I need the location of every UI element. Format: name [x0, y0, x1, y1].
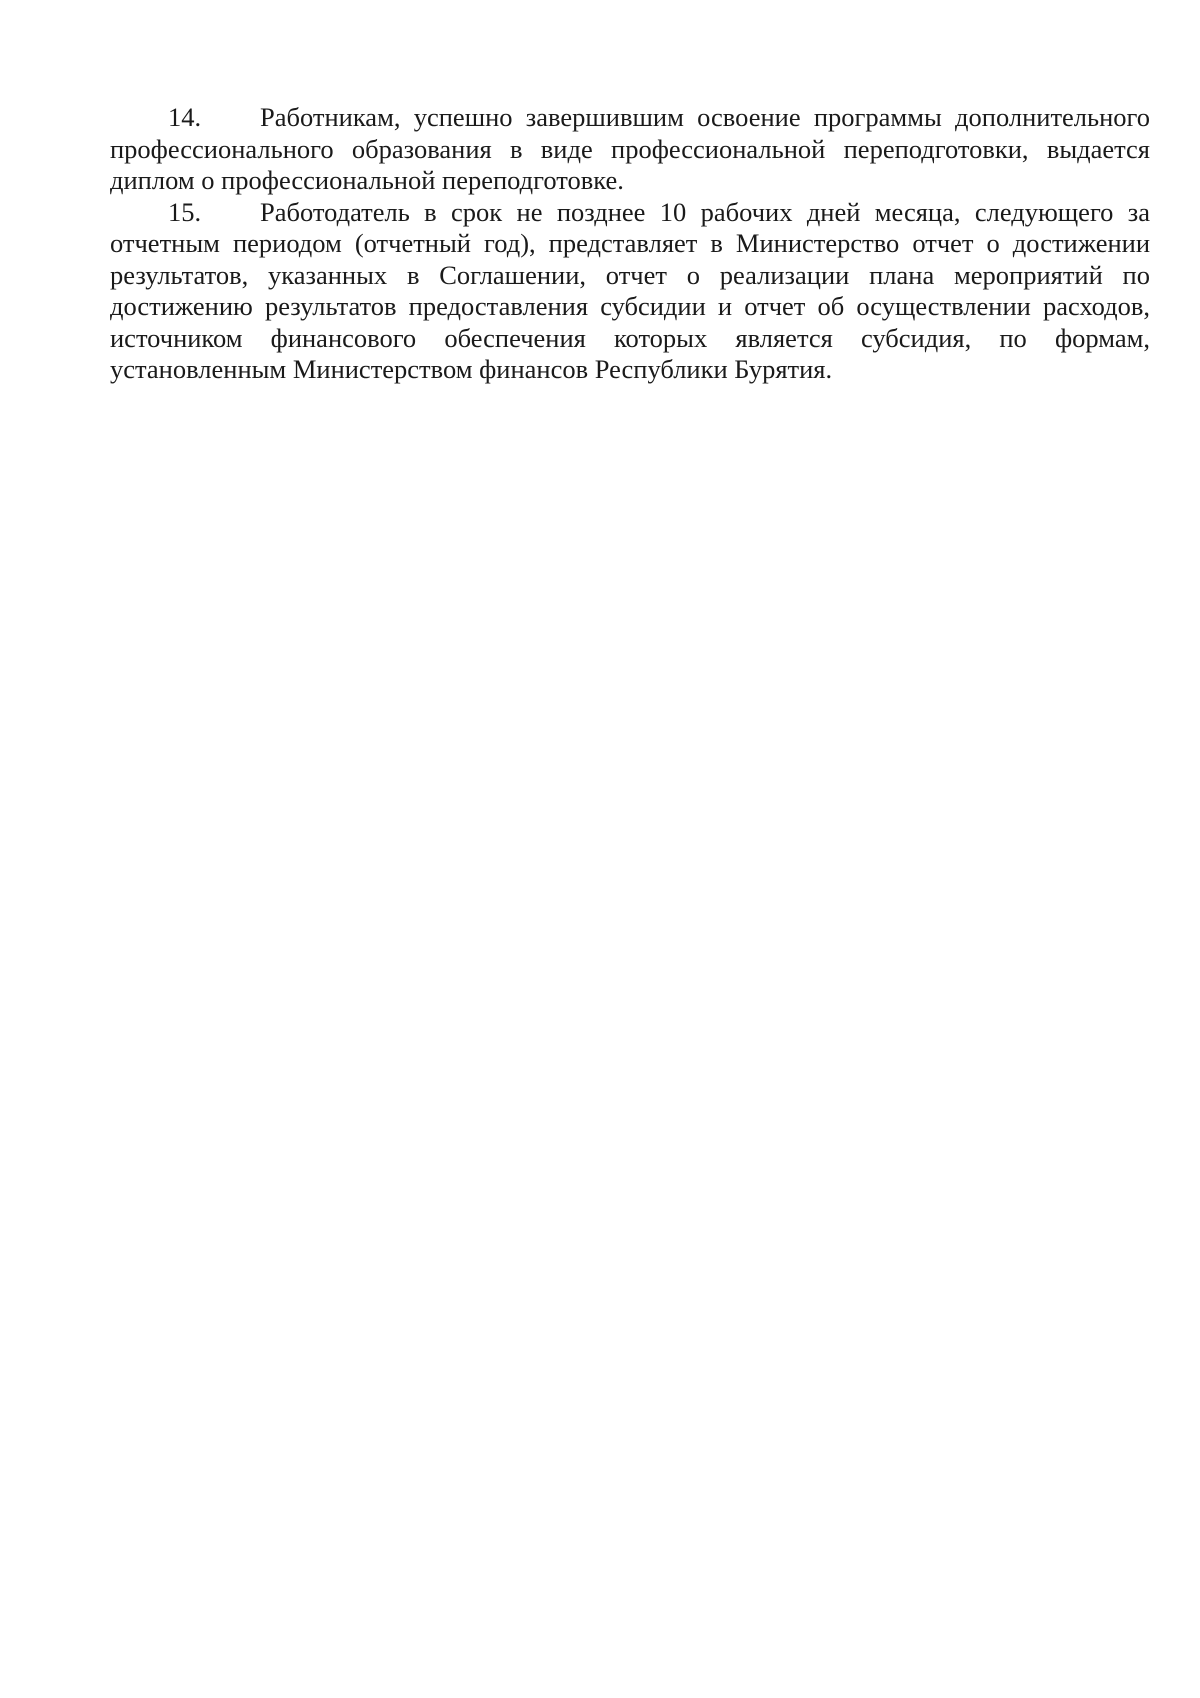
paragraph-number: 15.: [168, 196, 202, 227]
paragraph-14: [110, 102, 1150, 197]
document-body: [110, 102, 1150, 386]
paragraph-15: [110, 197, 1150, 386]
paragraph-text: Работникам, успешно завершившим освоение программы дополнительного профессионального образования в виде профессиональной переподготовки, выдается диплом о профессиональной переподготовке.: [110, 102, 1150, 195]
paragraph-number: 14.: [168, 102, 202, 132]
paragraph-text: Работодатель в срок не позднее 10 рабочих дней месяца, следующего за отчетным периодом (отчетный год), представляет в Министерство отчет о достижении результатов, указанных в Соглашении, отчет о реализации плана мероприятий по достижению результатов предоставления субсидии и отчет об осуществлении расходов, источником финансового обеспечения которых является субсидия, по формам, установленным Министерством финансов Республики Бурятия.: [110, 196, 1150, 384]
